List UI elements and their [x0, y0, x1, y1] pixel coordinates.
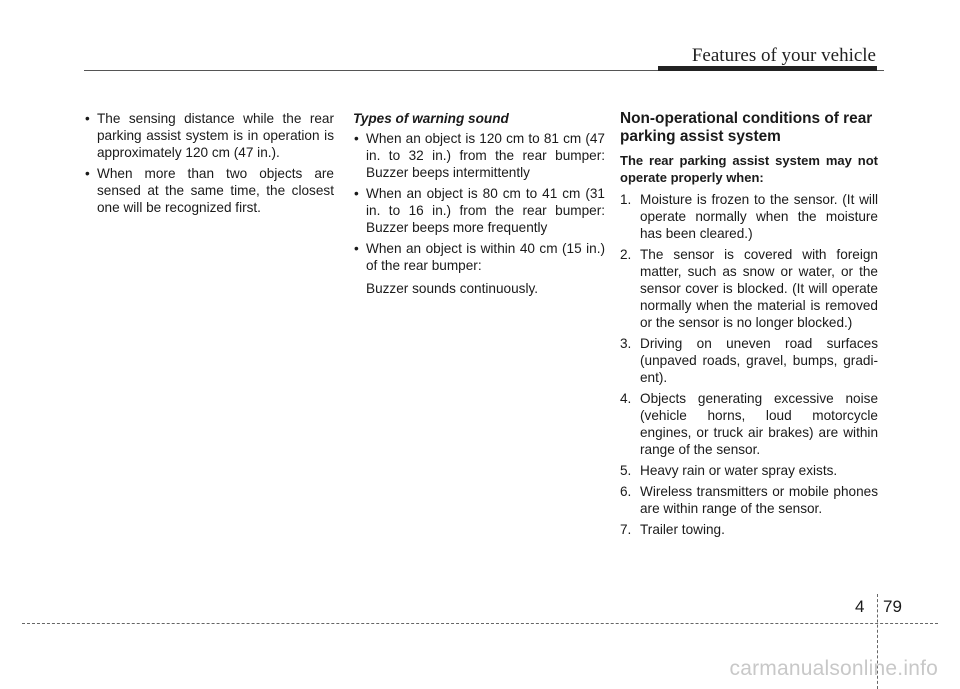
non-operational-intro: The rear parking assist system may not operate properly when:	[620, 153, 878, 185]
list-item-text: When an object is within 40 cm (15 in.) of the rear bumper:	[366, 241, 605, 273]
column-middle	[353, 110, 605, 301]
footer-rule	[22, 623, 938, 624]
watermark: carmanualsonline.info	[729, 657, 938, 680]
non-operational-list	[620, 191, 878, 538]
item-number: 6.	[620, 484, 632, 499]
item-number: 7.	[620, 522, 632, 537]
item-number: 2.	[620, 247, 632, 262]
list-item-text: When more than two objects are sensed at the same time, the closest one will be recognized first.	[97, 166, 334, 215]
list-item-text: Objects generating excessive noise (vehicle horns, loud motorcycle engines, or truck air brakes) are within range of the sensor.	[640, 391, 878, 457]
list-item-text: Wireless transmitters or mobile phones are within range of the sensor.	[640, 484, 878, 516]
item-number: 3.	[620, 336, 632, 351]
list-item	[353, 240, 605, 297]
column-right	[620, 110, 878, 542]
list-item-text: Heavy rain or water spray exists.	[640, 463, 838, 478]
sensing-notes-list	[84, 110, 334, 216]
list-item-text: Trailer towing.	[640, 522, 725, 537]
bullet-icon: •	[354, 131, 359, 146]
chapter-number: 4	[855, 597, 865, 616]
list-item	[620, 483, 878, 517]
page-number: 79	[883, 597, 902, 616]
list-item	[620, 521, 878, 538]
item-number: 4.	[620, 391, 632, 406]
warning-sound-list	[353, 130, 605, 297]
list-item	[84, 165, 334, 216]
non-operational-heading: Non-operational conditions of rear parking assist system	[620, 110, 873, 145]
warning-sound-heading: Types of warning sound	[353, 111, 509, 126]
item-number: 1.	[620, 192, 632, 207]
bullet-icon: •	[354, 186, 359, 201]
list-item-text: Moisture is frozen to the sensor. (It will operate normally when the moisture has been cleared.)	[640, 192, 878, 241]
list-item	[620, 191, 878, 242]
list-item	[84, 110, 334, 161]
list-item-text: The sensing distance while the rear parking assist system is in operation is approximately 120 cm (47 in.).	[97, 111, 334, 160]
list-item	[353, 185, 605, 236]
section-header-title: Features of your vehicle	[691, 45, 876, 66]
list-item-text: When an object is 120 cm to 81 cm (47 in. to 32 in.) from the rear bumper: Buzzer beeps intermittently	[366, 131, 605, 180]
list-item	[620, 462, 878, 479]
header-rule-accent	[658, 66, 877, 71]
list-item	[620, 390, 878, 458]
bullet-icon: •	[85, 166, 90, 181]
list-item	[353, 130, 605, 181]
list-item	[620, 335, 878, 386]
list-item-text: When an object is 80 cm to 41 cm (31 in. to 16 in.) from the rear bumper: Buzzer beeps more frequently	[366, 186, 605, 235]
list-item-text: The sensor is covered with foreign matter, such as snow or water, or the sensor cover is blocked. (It will operate normally when the material is removed or the sensor is no longer blocked.)	[640, 247, 878, 330]
list-item	[620, 246, 878, 331]
continuous-buzzer-note: Buzzer sounds continuously.	[366, 281, 539, 296]
column-left	[84, 110, 334, 220]
bullet-icon: •	[354, 241, 359, 256]
list-item-text: Driving on uneven road surfaces (unpaved roads, gravel, bumps, gradi-ent).	[640, 336, 878, 385]
item-number: 5.	[620, 463, 632, 478]
bullet-icon: •	[85, 111, 90, 126]
